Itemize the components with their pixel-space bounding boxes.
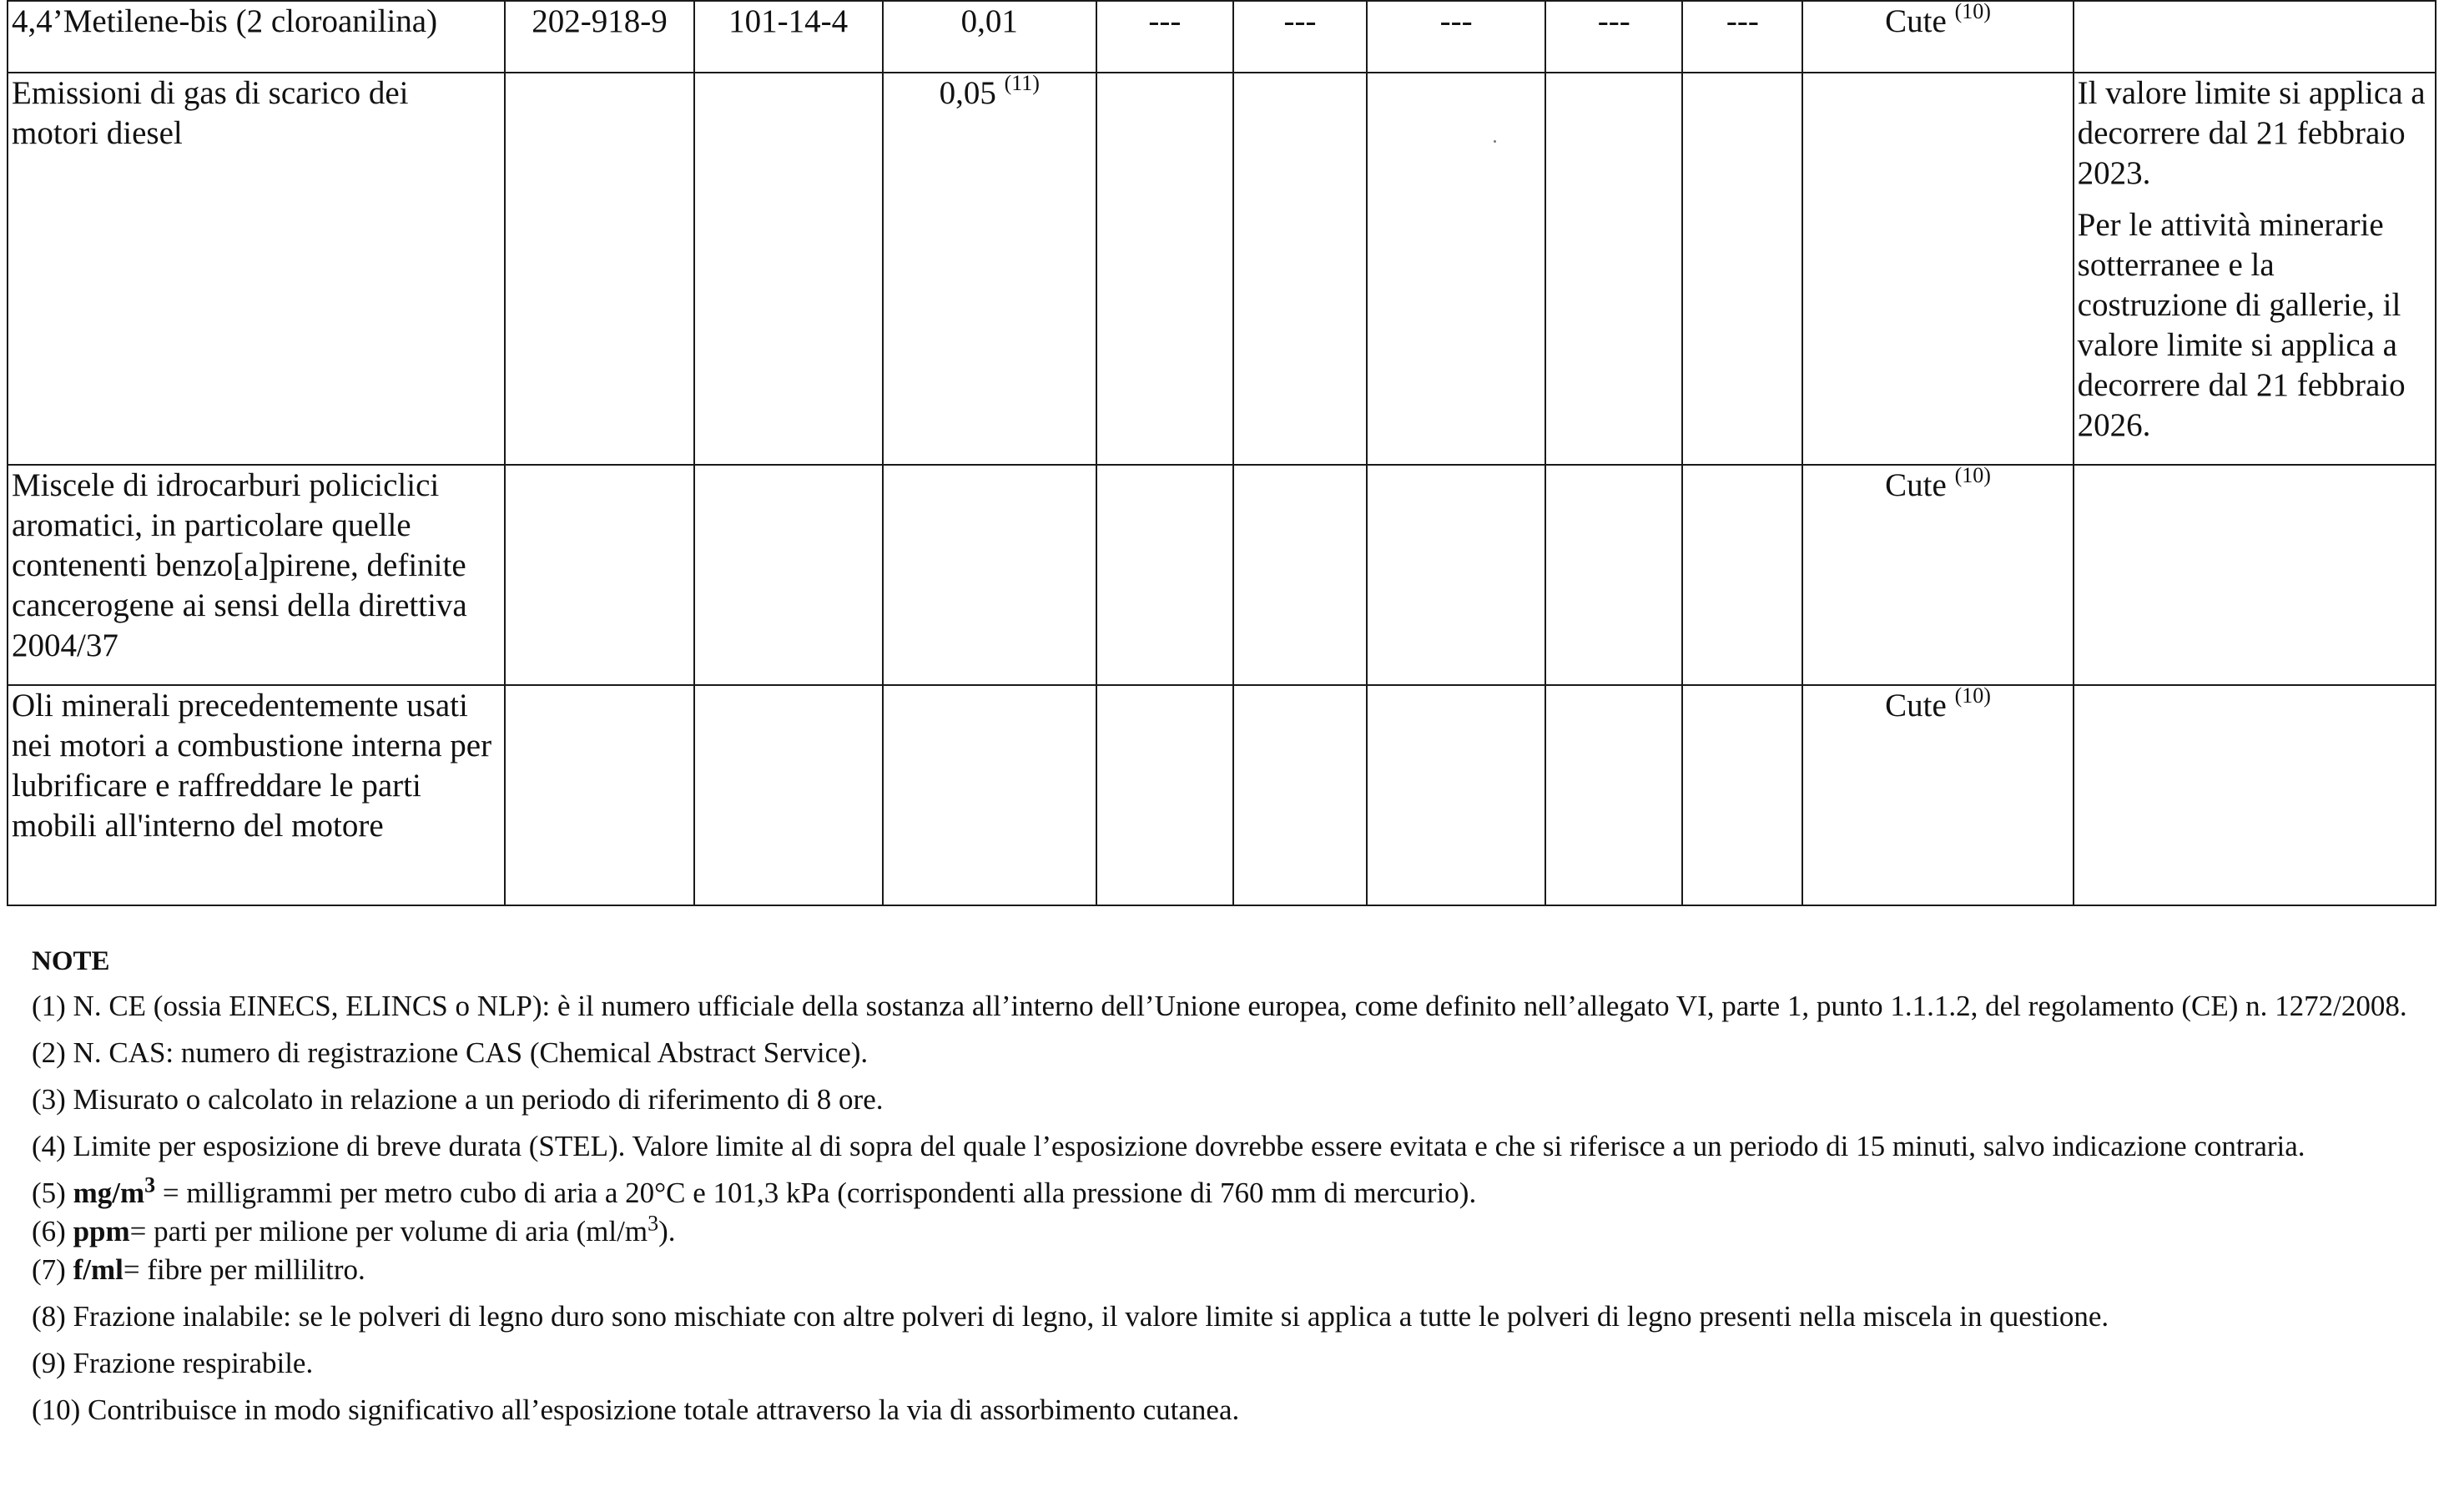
limit-cell <box>1096 685 1233 905</box>
agent-name: Oli minerali precedentemente usati nei motori a combustione interna per lubrificare e raffreddare le parti mobili all'interno del motore <box>12 688 492 844</box>
empty-value-dashes: --- <box>1283 3 1317 39</box>
occupational-exposure-limits-table <box>7 0 2436 906</box>
limit-value: 0,01 <box>960 3 1018 39</box>
agent-name-cell <box>8 465 505 685</box>
limit-value: 0,05 <box>939 75 996 111</box>
limit-cell <box>1367 465 1545 685</box>
limit-cell <box>1545 1 1682 73</box>
table-row <box>8 73 2436 465</box>
note-text: = milligrammi per metro cubo di aria a 20°C e 101,3 kPa (corrispondenti alla pressione di 760 mm di mercurio). <box>162 1177 1477 1209</box>
ec-number: 202-918-9 <box>532 3 668 39</box>
table-row <box>8 465 2436 685</box>
note-number: (7) <box>32 1253 66 1286</box>
limit-cell <box>1233 73 1367 465</box>
transitional-note: Il valore limite si applica a decorrere dal 21 febbraio 2023. <box>2077 75 2426 191</box>
limit-cell <box>1545 465 1682 685</box>
footnote-ref: (10) <box>1954 0 1991 23</box>
limit-cell <box>1682 73 1802 465</box>
notes-section <box>32 943 2418 1439</box>
notation-cell <box>1802 465 2073 685</box>
note-text: = fibre per millilitro. <box>123 1253 365 1286</box>
transitional-notes-cell <box>2074 73 2436 465</box>
note-4: (4) Limite per esposizione di breve durata (STEL). Valore limite al di sopra del quale l’esposizione dovrebbe essere evitata e che si riferisce a un periodo di 15 minuti, salvo indicazione contraria. <box>32 1130 2305 1162</box>
notes-title: NOTE <box>32 946 110 976</box>
note-7 <box>32 1252 2418 1288</box>
footnote-ref: (10) <box>1954 683 1991 708</box>
transitional-note: Per le attività minerarie sotterranee e la costruzione di gallerie, il valore limite si applica a decorrere dal 21 febbraio 2026. <box>2077 207 2406 443</box>
note-text-end: ). <box>658 1215 676 1247</box>
limit-cell <box>1682 685 1802 905</box>
limit-cell <box>1096 73 1233 465</box>
limit-8h-mg-cell <box>883 73 1096 465</box>
note-10: (10) Contribuisce in modo significativo all’esposizione totale attraverso la via di assorbimento cutanea. <box>32 1394 1240 1426</box>
ec-number-cell <box>505 73 693 465</box>
note-number: (5) <box>32 1177 66 1209</box>
note-term-superscript: 3 <box>144 1172 156 1197</box>
note-1: (1) N. CE (ossia EINECS, ELINCS o NLP): è il numero ufficiale della sostanza all’interno dell’Unione europea, come definito nell’allegato VI, parte 1, punto 1.1.1.2, del regolamento (CE) n. 1272/2008. <box>32 990 2407 1022</box>
agent-name-cell <box>8 1 505 73</box>
empty-value-dashes: --- <box>1148 3 1182 39</box>
cas-number-cell <box>694 73 883 465</box>
agent-name: 4,4’Metilene-bis (2 cloroanilina) <box>12 3 438 39</box>
note-2: (2) N. CAS: numero di registrazione CAS (Chemical Abstract Service). <box>32 1036 869 1069</box>
ec-number-cell <box>505 465 693 685</box>
empty-value-dashes: --- <box>1726 3 1759 39</box>
limit-cell <box>1545 73 1682 465</box>
limit-8h-mg-cell <box>883 1 1096 73</box>
limit-8h-mg-cell <box>883 685 1096 905</box>
transitional-notes-cell <box>2074 685 2436 905</box>
note-text: = parti per milione per volume di aria (ml/m <box>129 1215 648 1247</box>
limit-cell <box>1233 465 1367 685</box>
notation-text: Cute <box>1885 3 1947 39</box>
agent-name: Emissioni di gas di scarico dei motori diesel <box>12 75 409 151</box>
ec-number-cell <box>505 685 693 905</box>
table-row <box>8 685 2436 905</box>
cas-number-cell <box>694 465 883 685</box>
empty-value-dashes: --- <box>1439 3 1473 39</box>
ec-number-cell <box>505 1 693 73</box>
limit-cell <box>1545 685 1682 905</box>
notation-cell <box>1802 685 2073 905</box>
limit-cell <box>1367 73 1545 465</box>
limit-cell <box>1096 1 1233 73</box>
agent-name-cell <box>8 73 505 465</box>
notation-text: Cute <box>1885 467 1947 503</box>
note-5 <box>32 1172 2418 1212</box>
note-3: (3) Misurato o calcolato in relazione a un periodo di riferimento di 8 ore. <box>32 1083 884 1116</box>
note-superscript: 3 <box>648 1211 659 1236</box>
transitional-notes-cell <box>2074 1 2436 73</box>
notation-cell <box>1802 1 2073 73</box>
limit-cell <box>1096 465 1233 685</box>
table-row <box>8 1 2436 73</box>
scan-speck <box>1494 140 1496 143</box>
note-9: (9) Frazione respirabile. <box>32 1347 314 1379</box>
limit-cell <box>1367 1 1545 73</box>
agent-name-cell <box>8 685 505 905</box>
limit-cell <box>1233 1 1367 73</box>
transitional-notes-cell <box>2074 465 2436 685</box>
note-term: f/ml <box>73 1253 123 1286</box>
empty-value-dashes: --- <box>1597 3 1630 39</box>
limit-8h-mg-cell <box>883 465 1096 685</box>
limit-cell <box>1367 685 1545 905</box>
agent-name: Miscele di idrocarburi policiclici aromatici, in particolare quelle contenenti benzo[a]pirene, definite cancerogene ai sensi della direttiva 2004/37 <box>12 467 467 663</box>
cas-number-cell <box>694 1 883 73</box>
limit-cell <box>1682 465 1802 685</box>
note-term: ppm <box>73 1215 130 1247</box>
note-6 <box>32 1213 2418 1250</box>
note-number: (6) <box>32 1215 66 1247</box>
notation-cell <box>1802 73 2073 465</box>
footnote-ref: (11) <box>1004 71 1040 95</box>
cas-number: 101-14-4 <box>728 3 849 39</box>
note-8: (8) Frazione inalabile: se le polveri di legno duro sono mischiate con altre polveri di legno, il valore limite si applica a tutte le polveri di legno presenti nella miscela in questione. <box>32 1300 2109 1333</box>
footnote-ref: (10) <box>1954 463 1991 487</box>
limit-cell <box>1233 685 1367 905</box>
limit-cell <box>1682 1 1802 73</box>
notation-text: Cute <box>1885 688 1947 723</box>
note-term: mg/m <box>73 1177 145 1209</box>
cas-number-cell <box>694 685 883 905</box>
